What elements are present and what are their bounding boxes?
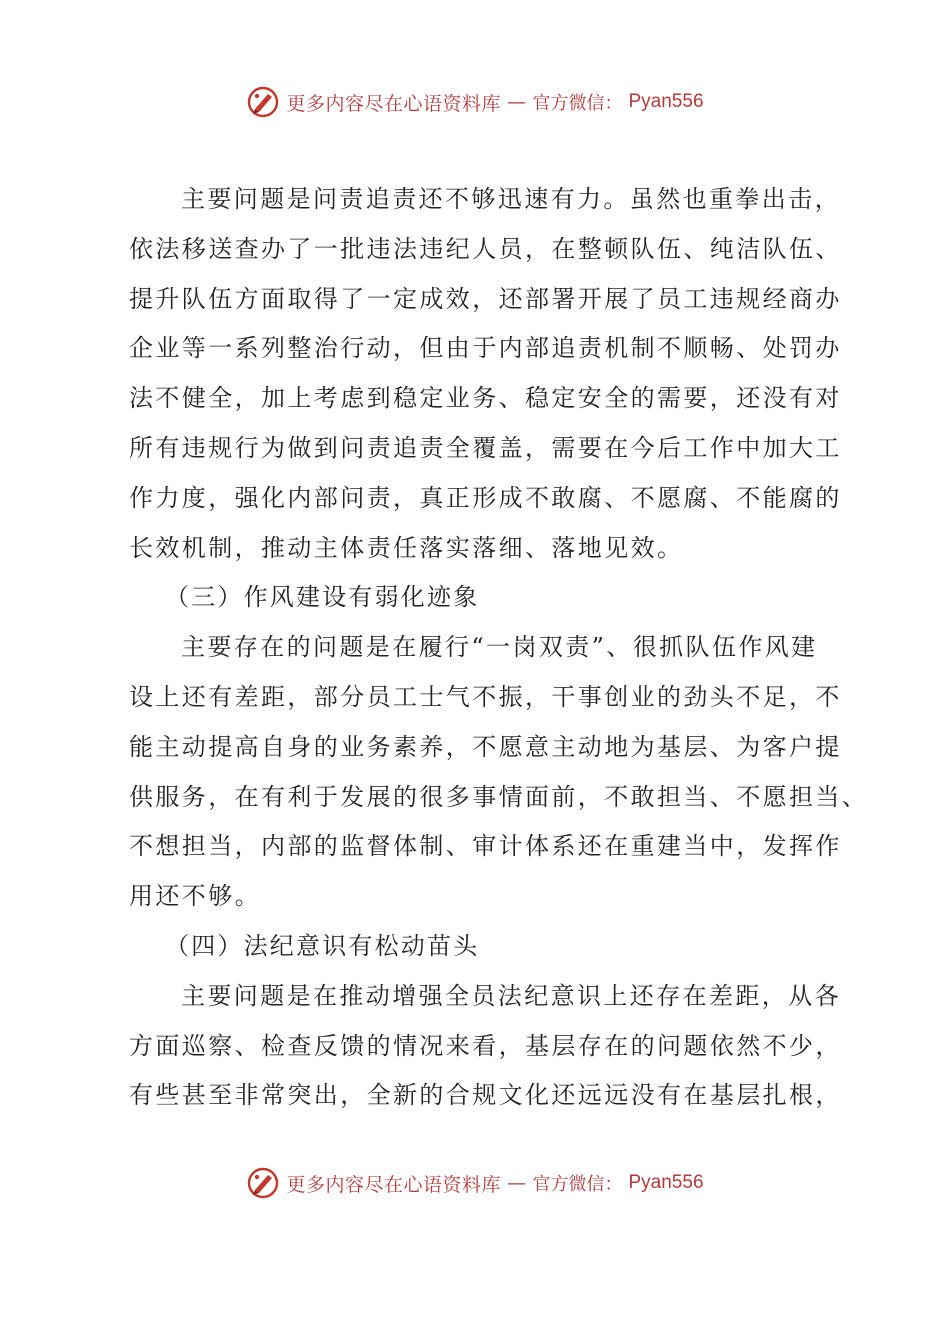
header-watermark xyxy=(0,82,950,122)
paragraph-line: 主要问题是问责追责还不够迅速有力。虽然也重拳出击， xyxy=(181,185,841,213)
paragraph-line: 法不健全，加上考虑到稳定业务、稳定安全的需要，还没有对 xyxy=(129,384,842,413)
paragraph-line: 作力度，强化内部问责，真正形成不敢腐、不愿腐、不能腐的 xyxy=(129,483,842,512)
paragraph-line: 企业等一系列整治行动，但由于内部追责机制不顺畅、处罚办 xyxy=(129,334,842,363)
watermark-group xyxy=(246,1166,703,1200)
paragraph-line: 提升队伍方面取得了一定成效，还部署开展了员工违规经商办 xyxy=(129,284,842,313)
paragraph-line: 所有违规行为做到问责追责全覆盖，需要在今后工作中加大工 xyxy=(129,433,842,462)
paragraph-line: 长效机制，推动主体责任落实落细、落地见效。 xyxy=(129,533,684,562)
paragraph-line: 供服务，在有利于发展的很多事情面前，不敢担当、不愿担当、 xyxy=(129,782,869,811)
paragraph-line: 方面巡察、检查反馈的情况来看，基层存在的问题依然不少， xyxy=(129,1031,842,1060)
document-body xyxy=(129,175,869,1121)
watermark-site-text: 更多内容尽在心语资料库 xyxy=(286,1173,501,1196)
watermark-separator: — xyxy=(507,1172,527,1194)
watermark-label: 官方微信： xyxy=(532,1174,623,1195)
paragraph-line: 能主动提高自身的业务素养，不愿意主动地为基层、为客户提 xyxy=(129,732,842,761)
section-heading: （三）作风建设有弱化迹象 xyxy=(165,583,480,612)
paragraph-line: 主要问题是在推动增强全员法纪意识上还存在差距，从各 xyxy=(181,981,841,1010)
paragraph-line: 主要存在的问题是在履行“一岗双责”、很抓队伍作风建 xyxy=(181,633,818,662)
paragraph-line: 用还不够。 xyxy=(129,882,261,911)
watermark-group xyxy=(246,85,703,119)
watermark-site-text: 更多内容尽在心语资料库 xyxy=(286,92,501,115)
footer-watermark xyxy=(0,1163,950,1203)
watermark-wechat-id: Pyan556 xyxy=(628,1172,704,1193)
watermark-separator: — xyxy=(507,91,527,113)
watermark-label: 官方微信： xyxy=(532,93,623,114)
section-heading: （四）法纪意识有松动苗头 xyxy=(165,931,480,960)
paragraph-line: 依法移送查办了一批违法违纪人员，在整顿队伍、纯洁队伍、 xyxy=(129,234,842,263)
pen-logo-icon xyxy=(246,85,280,119)
watermark-wechat-id: Pyan556 xyxy=(628,91,704,112)
paragraph-line: 设上还有差距，部分员工士气不振，干事创业的劲头不足，不 xyxy=(129,682,842,711)
pen-logo-icon xyxy=(246,1166,280,1200)
paragraph-line: 有些甚至非常突出，全新的合规文化还远远没有在基层扎根， xyxy=(129,1081,842,1110)
paragraph-line: 不想担当，内部的监督体制、审计体系还在重建当中，发挥作 xyxy=(129,832,842,861)
